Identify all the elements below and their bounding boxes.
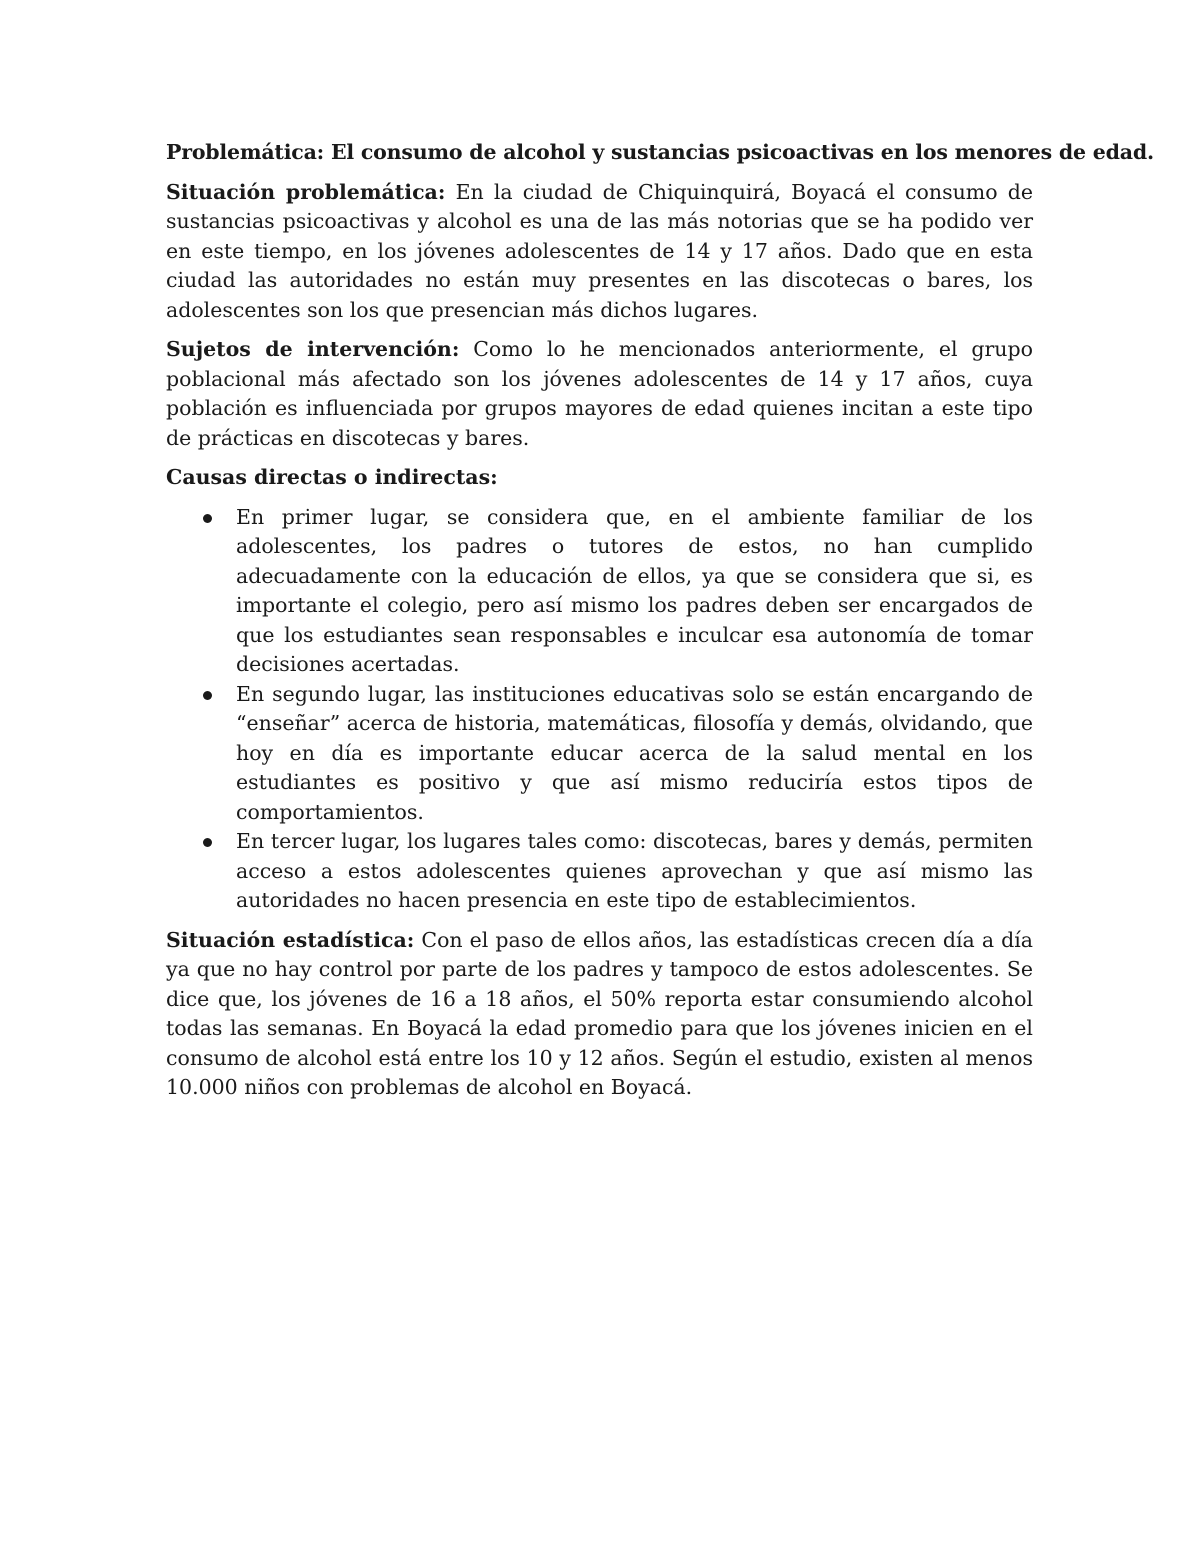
sujetos-label: Sujetos de intervención: bbox=[166, 337, 460, 361]
estadistica-text: Con el paso de ellos años, las estadísticas crecen día a día ya que no hay control por parte de los padres y tampoco de estos adolescentes. Se dice que, los jóvenes de 16 a 18 años, el 50% reporta estar consumiendo alcohol todas las semanas. En Boyacá la edad promedio para que los jóvenes inicien en el consumo de alcohol está entre los 10 y 12 años. Según el estudio, existen al menos 10.000 niños con problemas de alcohol en Boyacá. bbox=[166, 927, 1033, 1099]
list-item bbox=[166, 680, 1033, 828]
causas-heading: Causas directas o indirectas: bbox=[166, 465, 498, 489]
sujetos-text: Como lo he mencionados anteriormente, el grupo poblacional más afectado son los jóvenes adolescentes de 14 y 17 años, cuya población es influenciada por grupos mayores de edad quienes incitan a este tipo de prácticas en discotecas y bares. bbox=[166, 337, 1033, 450]
situacion-paragraph bbox=[166, 178, 1033, 326]
list-item bbox=[166, 827, 1033, 916]
list-item-text: En primer lugar, se considera que, en el ambiente familiar de los adolescentes, los padres o tutores de estos, no han cumplido adecuadamente con la educación de ellos, ya que se considera que si, es importante el colegio, pero así mismo los padres deben ser encargados de que los estudiantes sean responsables e inculcar esa autonomía de tomar decisiones acertadas. bbox=[236, 504, 1033, 676]
situacion-text: En la ciudad de Chiquinquirá, Boyacá el consumo de sustancias psicoactivas y alcohol es una de las más notorias que se ha podido ver en este tiempo, en los jóvenes adolescentes de 14 y 17 años. Dado que en esta ciudad las autoridades no están muy presentes en las discotecas o bares, los adolescentes son los que presencian más dichos lugares. bbox=[166, 179, 1033, 322]
document-body bbox=[166, 138, 1154, 1113]
bullet-icon bbox=[203, 838, 212, 847]
bullet-icon bbox=[203, 514, 212, 523]
estadistica-label: Situación estadística: bbox=[166, 927, 415, 952]
causas-list bbox=[166, 503, 1033, 916]
bullet-icon bbox=[203, 691, 212, 700]
list-item bbox=[166, 503, 1033, 680]
list-item-text: En tercer lugar, los lugares tales como: discotecas, bares y demás, permiten acceso a estos adolescentes quienes aprovechan y que así mismo las autoridades no hacen presencia en este tipo de establecimientos. bbox=[236, 829, 1033, 912]
list-item-text: En segundo lugar, las instituciones educativas solo se están encargando de “enseñar” acerca de historia, matemáticas, filosofía y demás, olvidando, que hoy en día es importante educar acerca de la salud mental en los estudiantes es positivo y que así mismo reduciría estos tipos de comportamientos. bbox=[236, 681, 1033, 824]
document-title: Problemática: El consumo de alcohol y sustancias psicoactivas en los menores de edad. bbox=[166, 140, 1154, 164]
estadistica-paragraph bbox=[166, 926, 1033, 1103]
situacion-label: Situación problemática: bbox=[166, 179, 446, 204]
sujetos-paragraph bbox=[166, 335, 1033, 453]
